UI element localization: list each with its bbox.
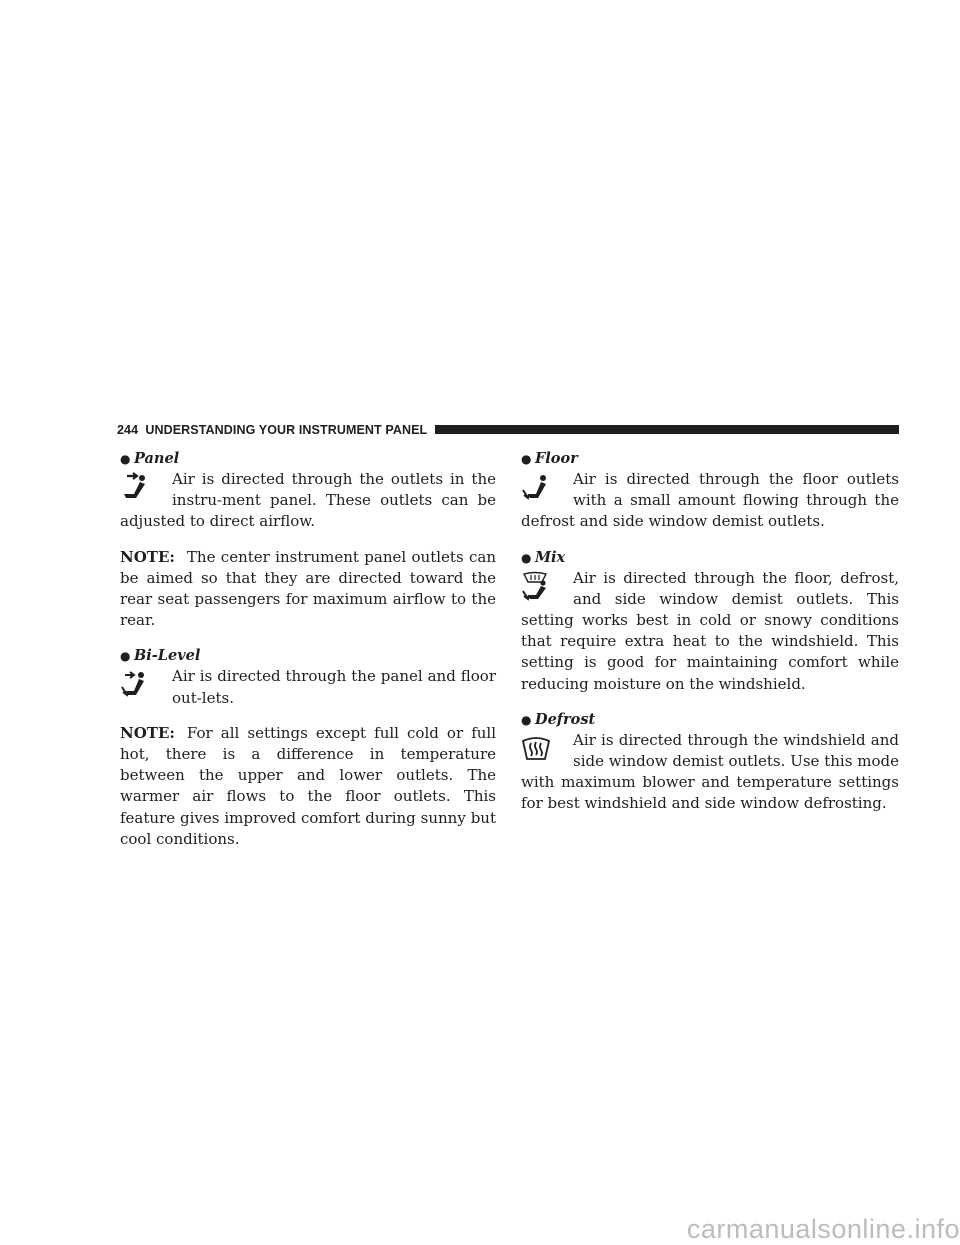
bi-level-vent-icon (120, 669, 150, 701)
page-footer (0, 1200, 960, 1242)
floor-mode-item (521, 448, 899, 533)
bullet: ● (521, 452, 532, 466)
section-title: UNDERSTANDING YOUR INSTRUMENT PANEL (145, 423, 428, 437)
note-label: NOTE: (120, 547, 175, 566)
page-number: 244 (117, 423, 139, 437)
panel-mode-text: Air is directed through the outlets in the instru-ment panel. These outlets can be adjusted to direct airflow. (120, 470, 496, 531)
defrost-mode-item (521, 709, 899, 815)
header-text (117, 422, 433, 438)
note-temperature (120, 723, 496, 850)
panel-mode-title: Panel (134, 450, 180, 467)
bullet: ● (521, 712, 532, 727)
defrost-icon (521, 733, 551, 765)
panel-vent-icon (120, 472, 150, 504)
mix-mode-text: Air is directed through the floor, defrost, and side window demist outlets. This setting works best in cold or snowy conditions that require extra heat to the windshield. This setting is good for maintaining comfort while reducing moisture on the windshield. (521, 568, 899, 693)
page-header (117, 422, 899, 438)
mix-mode-item (521, 547, 899, 695)
note-outlets-text: The center instrument panel outlets can be aimed so that they are directed toward the rear seat passengers for maximum airflow to the rear. (120, 547, 496, 630)
bi-level-mode-item (120, 645, 496, 708)
floor-vent-icon (521, 472, 551, 504)
defrost-mode-text: Air is directed through the windshield and side window demist outlets. Use this mode with maximum blower and temperature settings for best windshield and side window defrosting. (521, 730, 899, 813)
mix-mode-title: Mix (535, 548, 566, 566)
bullet: ● (521, 550, 532, 565)
panel-mode-item (120, 448, 496, 533)
header-rule (435, 425, 899, 434)
bi-level-mode-title: Bi-Level (134, 647, 201, 665)
watermark-text: carmanualsonline.info (686, 1214, 960, 1244)
bullet: ● (120, 452, 131, 466)
floor-mode-title: Floor (535, 450, 578, 467)
note-temperature-text: For all settings except full cold or full hot, there is a difference in temperature between the upper and lower outlets. The warmer air flows to the floor outlets. This feature gives improved comfort during sunny but cool conditions. (120, 723, 496, 848)
right-column (521, 448, 899, 829)
left-column (120, 448, 496, 864)
note-outlets (120, 547, 496, 632)
defrost-mode-title: Defrost (535, 710, 596, 728)
note-label: NOTE: (120, 723, 175, 742)
mix-vent-icon (521, 571, 551, 603)
bi-level-mode-text: Air is directed through the panel and floor out-lets. (172, 667, 496, 707)
bullet: ● (120, 649, 131, 664)
floor-mode-text: Air is directed through the floor outlets with a small amount flowing through the defrost and side window demist outlets. (521, 470, 899, 531)
